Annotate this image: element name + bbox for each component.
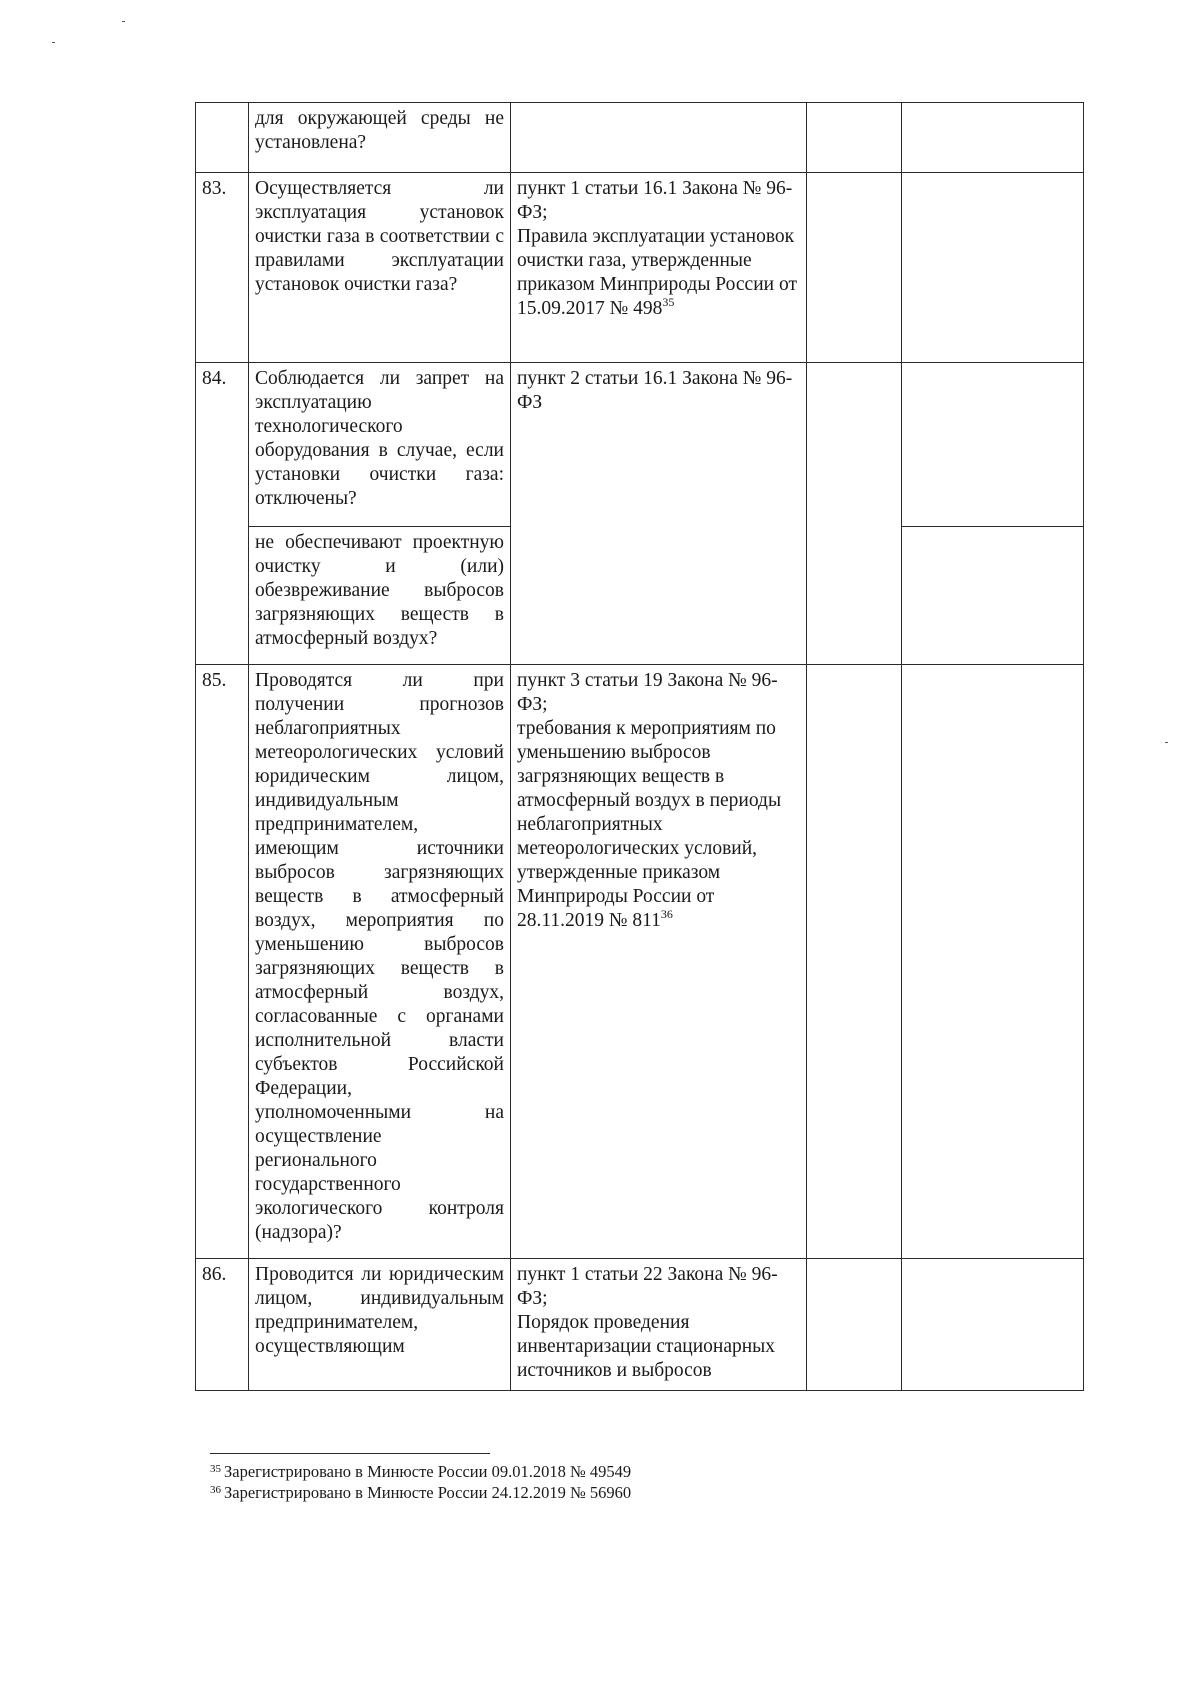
footnote-mark: 35 [210, 1463, 221, 1475]
reference-line: Порядок проведения инвентаризации стационарных источников и выбросов [517, 1312, 776, 1381]
reference-line: Правила эксплуатации установок очистки газа, утвержденные приказом Минприроды России от 15.09.2017 № 498 [517, 226, 797, 319]
footnote [210, 1482, 631, 1503]
reference-cell [511, 103, 807, 173]
question-cell: Проводятся ли при получении прогнозов неблагоприятных метеорологических условий юридическим лицом, индивидуальным предпринимателем, имеющим источники выбросов загрязняющих веществ в атмосферный воздух, мероприятия по уменьшению выбросов загрязняющих веществ в атмосферный воздух, согласованные с органами исполнительной власти субъектов Российской Федерации, уполномоченными на осуществление регионального государственного экологического контроля (надзора)? [249, 665, 511, 1259]
reference-cell [511, 665, 807, 1259]
note-cell [902, 665, 1084, 1259]
reference-line: пункт 1 статьи 22 Закона № 96-ФЗ; [517, 1264, 778, 1309]
footnotes [210, 1461, 631, 1503]
note-cell [902, 363, 1084, 527]
reference-line: пункт 3 статьи 19 Закона № 96-ФЗ; [517, 670, 778, 715]
row-number-cell [196, 103, 249, 173]
table-row [196, 173, 1084, 363]
reference-cell [511, 173, 807, 363]
checklist-table [195, 102, 1084, 1391]
footnote-mark: 36 [660, 907, 673, 921]
reference-cell [511, 1259, 807, 1391]
table-row [196, 665, 1084, 1259]
question-cell: для окружающей среды не установлена? [249, 103, 511, 173]
answer-cell [807, 665, 902, 1259]
row-number: 84. [196, 363, 249, 665]
reference-line: требования к мероприятиям по уменьшению выбросов загрязняющих веществ в атмосферный воздух в периоды неблагоприятных метеорологических условий, утвержденные приказом Минприроды России от 28.11.2019 № 811 [517, 718, 782, 931]
question-cell: Соблюдается ли запрет на эксплуатацию технологического оборудования в случае, если установки очистки газа: отключены? [249, 363, 511, 527]
table-row [196, 363, 1084, 527]
note-cell [902, 1259, 1084, 1391]
footnote [210, 1461, 631, 1482]
table-row [196, 1259, 1084, 1391]
answer-cell [807, 103, 902, 173]
footnote-mark: 35 [662, 295, 675, 309]
footnote-text: Зарегистрировано в Минюсте России 24.12.2019 № 56960 [224, 1483, 632, 1502]
note-cell [902, 103, 1084, 173]
footnote-text: Зарегистрировано в Минюсте России 09.01.2018 № 49549 [224, 1462, 632, 1481]
question-cell: не обеспечивают проектную очистку и (или) обезвреживание выбросов загрязняющих веществ в атмосферный воздух? [249, 527, 511, 665]
scan-speck [1165, 742, 1168, 743]
row-number: 83. [196, 173, 249, 363]
question-cell: Осуществляется ли эксплуатация установок очистки газа в соответствии с правилами эксплуатации установок очистки газа? [249, 173, 511, 363]
row-number: 86. [196, 1259, 249, 1391]
reference-cell: пункт 2 статьи 16.1 Закона № 96-ФЗ [511, 363, 807, 665]
scan-speck [122, 21, 125, 22]
table-row [196, 103, 1084, 173]
note-cell [902, 527, 1084, 665]
question-cell: Проводится ли юридическим лицом, индивидуальным предпринимателем, осуществляющим [249, 1259, 511, 1391]
answer-cell [807, 363, 902, 665]
note-cell [902, 173, 1084, 363]
answer-cell [807, 1259, 902, 1391]
row-number: 85. [196, 665, 249, 1259]
answer-cell [807, 173, 902, 363]
scan-speck [52, 42, 55, 43]
footnote-mark: 36 [210, 1484, 221, 1496]
reference-line: пункт 1 статьи 16.1 Закона № 96-ФЗ; [517, 178, 793, 223]
footnote-separator [210, 1453, 490, 1454]
